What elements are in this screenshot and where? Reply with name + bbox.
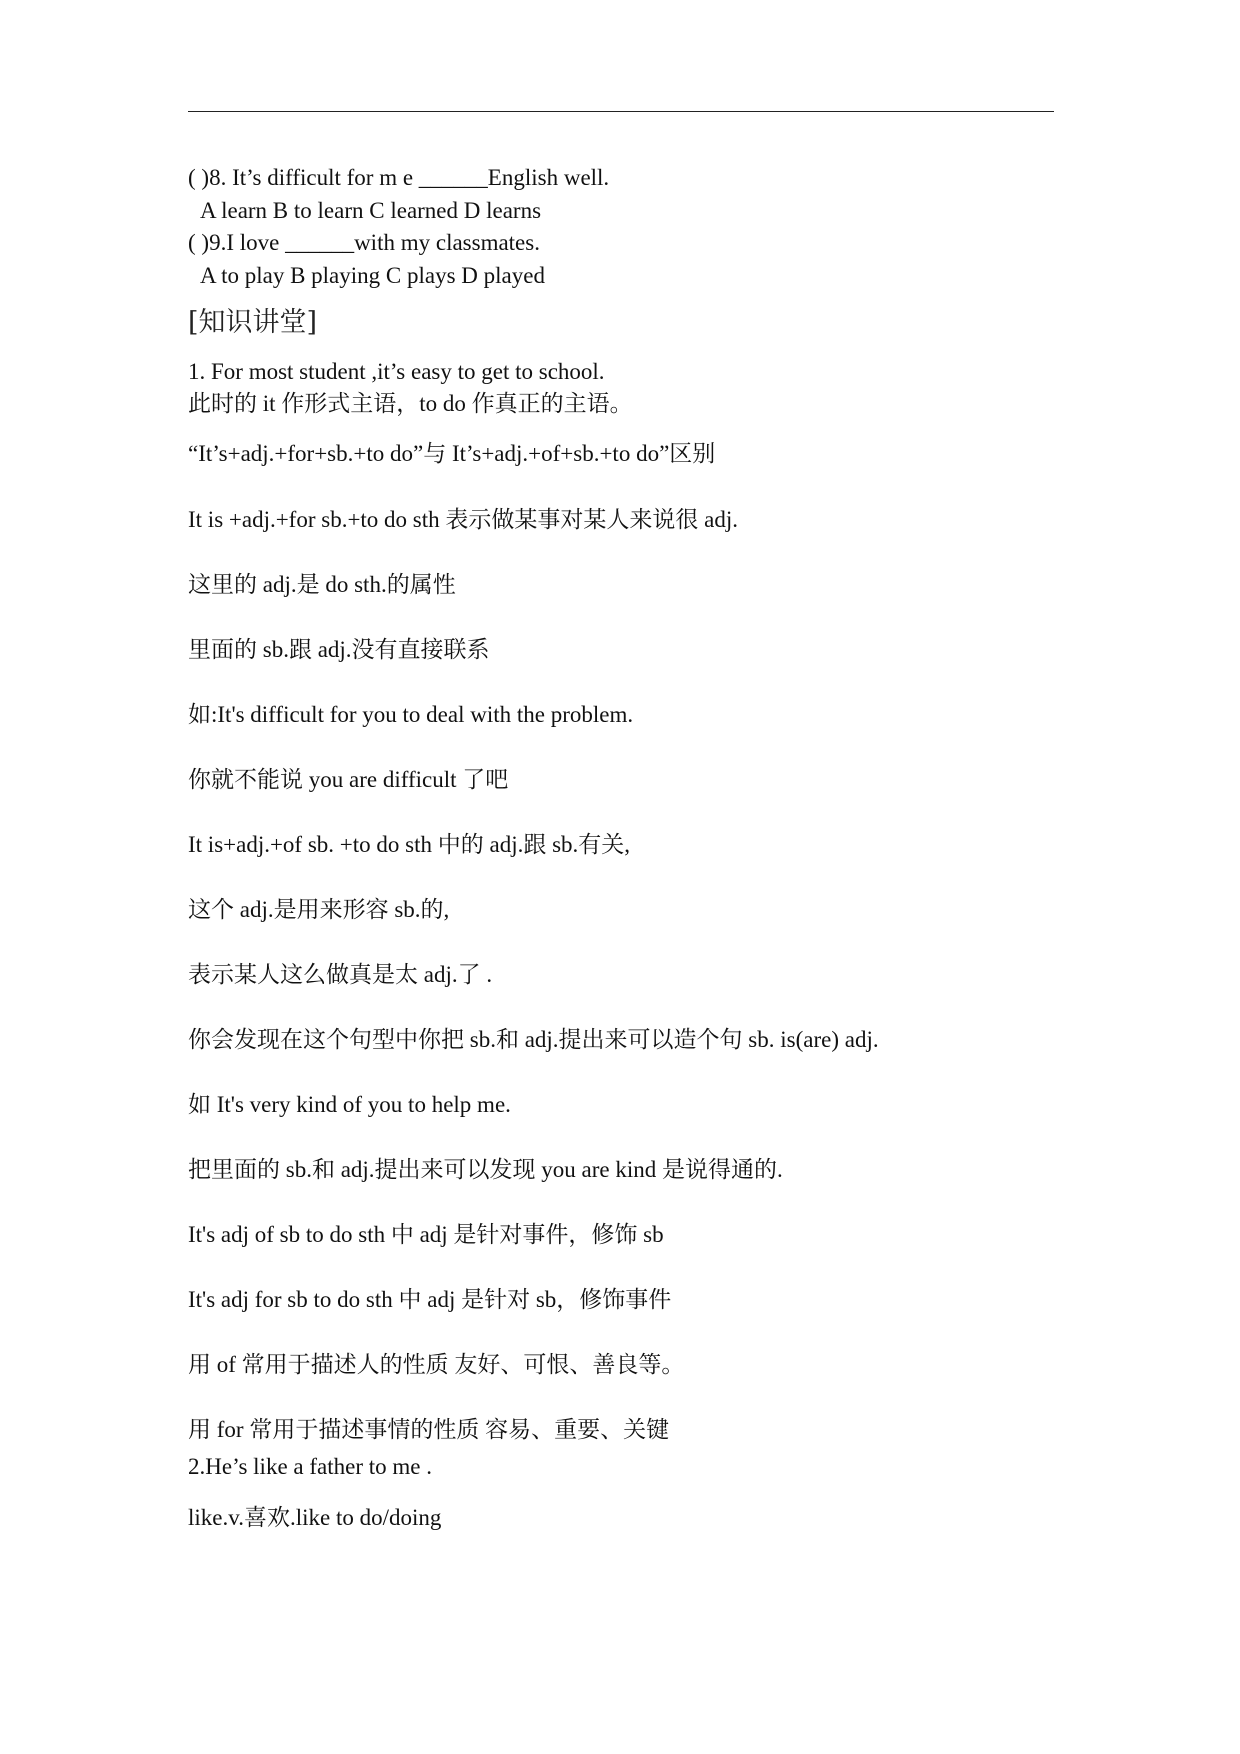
question-9-stem: ( )9.I love ______with my classmates. — [188, 230, 540, 255]
point-1-note: 此时的 it 作形式主语，to do 作真正的主语。 — [188, 391, 633, 416]
explanation-line: 你会发现在这个句型中你把 sb.和 adj.提出来可以造个句 sb. is(are) adj. — [188, 1027, 879, 1052]
explanation-line: It's adj of sb to do sth 中 adj 是针对事件，修饰 sb — [188, 1222, 664, 1247]
header-rule — [188, 111, 1054, 112]
explanation-line: It is+adj.+of sb. +to do sth 中的 adj.跟 sb.有关, — [188, 832, 631, 857]
explanation-line: 表示某人这么做真是太 adj.了 . — [188, 962, 493, 987]
explanation-line: 用 for 常用于描述事情的性质 容易、重要、关键 — [188, 1417, 670, 1442]
explanation-line: 这个 adj.是用来形容 sb.的, — [188, 897, 450, 922]
explanation-line: 把里面的 sb.和 adj.提出来可以发现 you are kind 是说得通的. — [188, 1157, 783, 1182]
explanation-line: It is +adj.+for sb.+to do sth 表示做某事对某人来说很 adj. — [188, 507, 739, 532]
explanation-line: 如 It's very kind of you to help me. — [188, 1092, 511, 1117]
point-1-compare: “It’s+adj.+for+sb.+to do”与 It’s+adj.+of+sb.+to do”区别 — [188, 441, 716, 466]
section-title: [知识讲堂] — [188, 307, 318, 338]
explanation-line: 里面的 sb.跟 adj.没有直接联系 — [188, 637, 490, 662]
explanation-line: It's adj for sb to do sth 中 adj 是针对 sb，修饰事件 — [188, 1287, 672, 1312]
explanation-line: 你就不能说 you are difficult 了吧 — [188, 767, 509, 792]
explanation-line: 如:It's difficult for you to deal with the problem. — [188, 702, 634, 727]
explanation-line: 这里的 adj.是 do sth.的属性 — [188, 572, 456, 597]
question-8-options: A learn B to learn C learned D learns — [200, 198, 542, 223]
question-9-options: A to play B playing C plays D played — [200, 263, 545, 288]
question-8-stem: ( )8. It’s difficult for m e ______English well. — [188, 165, 610, 190]
point-1-sentence: 1. For most student ,it’s easy to get to school. — [188, 359, 605, 384]
explanation-line: 用 of 常用于描述人的性质 友好、可恨、善良等。 — [188, 1352, 685, 1377]
point-2-note: like.v.喜欢.like to do/doing — [188, 1505, 442, 1530]
point-2-sentence: 2.He’s like a father to me . — [188, 1454, 432, 1479]
